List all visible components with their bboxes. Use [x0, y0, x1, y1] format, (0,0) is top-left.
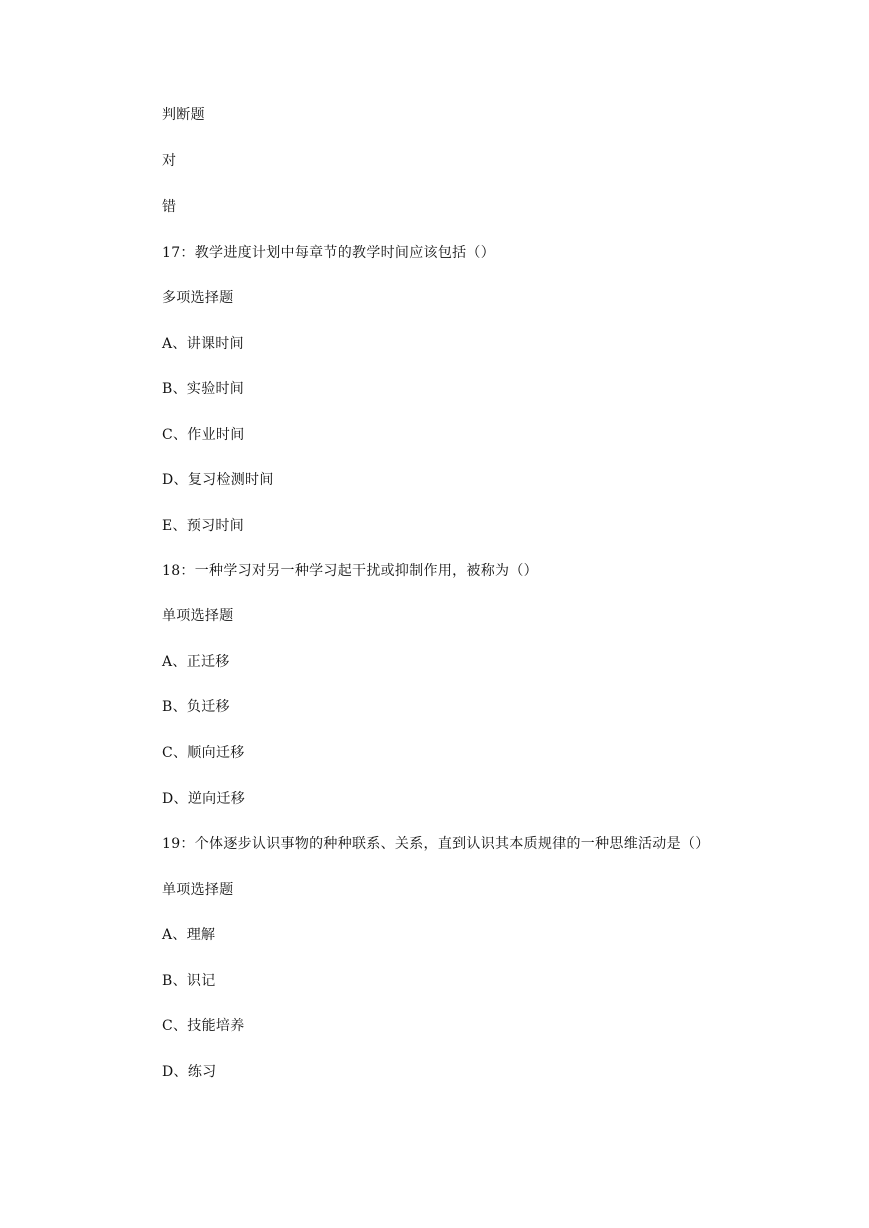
option-d: D、练习 — [162, 1064, 217, 1080]
question-stem-18: 18：一种学习对另一种学习起干扰或抑制作用，被称为（） — [162, 563, 538, 579]
option-c: C、作业时间 — [162, 427, 245, 443]
option-false: 错 — [162, 199, 177, 215]
question-type-label: 单项选择题 — [162, 608, 234, 624]
option-b: B、负迁移 — [162, 699, 230, 715]
option-d: D、逆向迁移 — [162, 791, 246, 807]
question-stem-17: 17：教学进度计划中每章节的教学时间应该包括（） — [162, 245, 496, 261]
option-a: A、理解 — [162, 927, 216, 943]
question-type-label: 单项选择题 — [162, 882, 234, 898]
question-stem-19: 19：个体逐步认识事物的种种联系、关系，直到认识其本质规律的一种思维活动是（） — [162, 836, 710, 852]
option-b: B、实验时间 — [162, 381, 245, 397]
option-true: 对 — [162, 153, 177, 169]
option-c: C、顺向迁移 — [162, 745, 245, 761]
option-b: B、识记 — [162, 973, 216, 989]
question-type-label: 多项选择题 — [162, 290, 234, 306]
option-c: C、技能培养 — [162, 1018, 245, 1034]
option-e: E、预习时间 — [162, 518, 245, 534]
option-d: D、复习检测时间 — [162, 472, 274, 488]
question-type-label: 判断题 — [162, 107, 205, 123]
option-a: A、正迁移 — [162, 654, 230, 670]
option-a: A、讲课时间 — [162, 336, 244, 352]
